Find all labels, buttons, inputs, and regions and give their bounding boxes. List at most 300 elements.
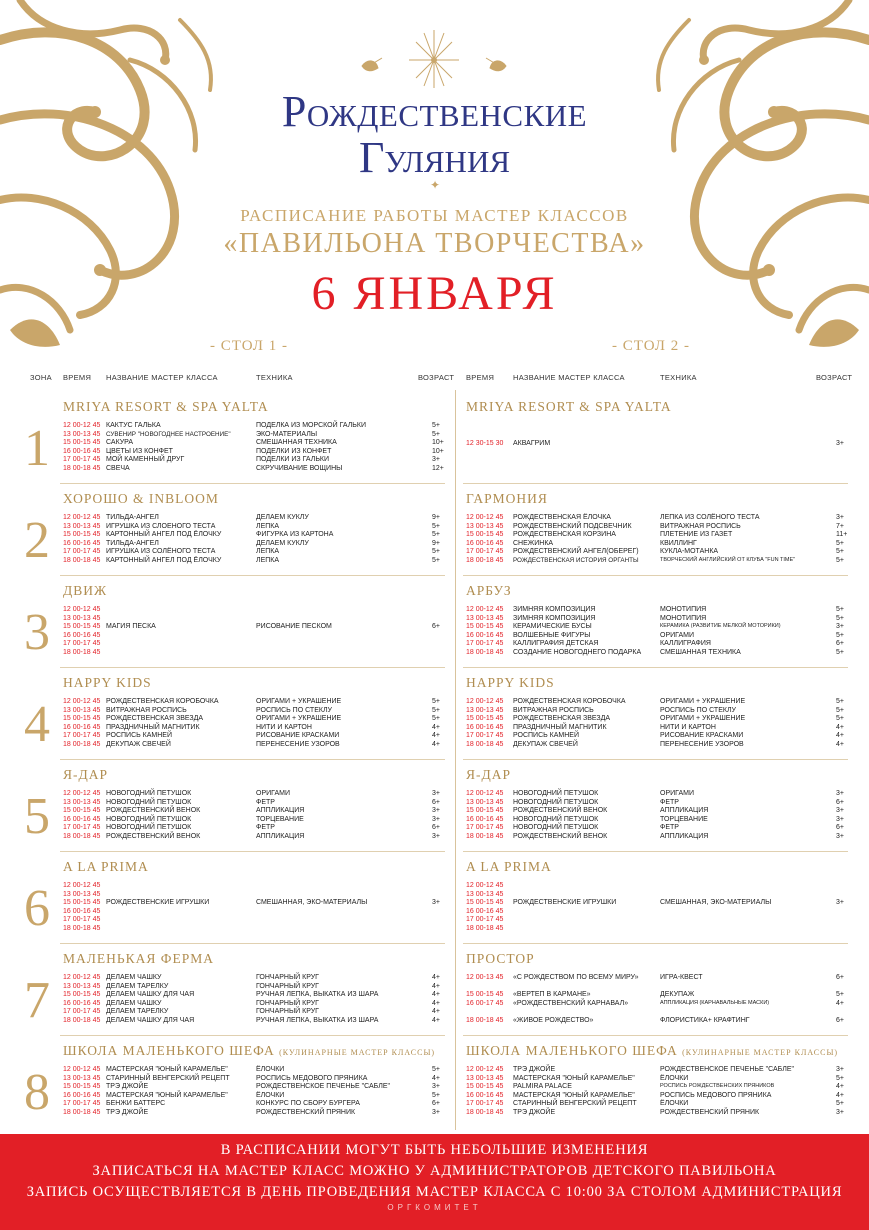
row-time: 12 00-13 45 [466, 974, 504, 981]
row-time: 18 00-18 45 [63, 649, 101, 656]
row-name: ВИТРАЖНАЯ РОСПИСЬ [106, 706, 187, 714]
row-time: 18 00-18 45 [466, 741, 504, 748]
row-tech: РОСПИСЬ ПО СТЕКЛУ [660, 706, 736, 714]
row-name: ПРАЗДНИЧНЫЙ МАГНИТИК [106, 723, 200, 731]
row-age: 3+ [432, 1083, 440, 1091]
sponsor-title [63, 399, 269, 415]
row-time: 16 00-16 45 [63, 723, 101, 731]
row-age: 5+ [836, 614, 844, 622]
row-name: РОЖДЕСТВЕНСКАЯ ЗВЕЗДА [513, 715, 611, 723]
row-name: ИГРУШКА ИЗ СОЛЁНОГО ТЕСТА [106, 548, 216, 556]
row-time: 15 00-15 45 [63, 899, 101, 907]
zone-divider [60, 1035, 445, 1036]
row-tech: КУКЛА-МОТАНКА [660, 548, 719, 556]
row-name: МОЙ КАМЕННЫЙ ДРУГ [106, 456, 185, 464]
row-time: 16 00-16 45 [466, 631, 504, 639]
row-time: 15 00-15 45 [466, 899, 504, 907]
zone-number: 3 [24, 604, 50, 661]
row-time: 16 00-16 45 [63, 815, 101, 823]
row-tech: ТОРЦЕВАНИЕ [660, 815, 708, 823]
row-time: 12 00-12 45 [63, 790, 101, 797]
sponsor-title [63, 583, 107, 599]
row-age: 5+ [836, 991, 844, 999]
sponsor-note: (КУЛИНАРНЫЕ МАСТЕР КЛАССЫ) [682, 1048, 839, 1057]
row-name: СОЗДАНИЕ НОВОГОДНЕГО ПОДАРКА [513, 649, 642, 656]
row-tech: АППЛИКАЦИЯ [660, 807, 709, 815]
row-time: 13 00-13 45 [63, 1074, 101, 1082]
sponsor-title [63, 491, 219, 507]
row-time: 17 00-17 45 [466, 548, 504, 556]
zone-number: 5 [24, 788, 50, 845]
schedule-row [63, 1016, 452, 1025]
row-name: ДЕЛАЕМ ТАРЕЛКУ [106, 982, 169, 990]
col-header-age-2: ВОЗРАСТ [816, 373, 853, 382]
row-age: 3+ [836, 899, 844, 907]
row-age: 3+ [836, 815, 844, 823]
row-time: 17 00-17 45 [63, 1008, 101, 1016]
row-tech: ДЕКУПАЖ [660, 991, 695, 999]
row-age: 5+ [432, 698, 440, 705]
schedule-row [466, 832, 856, 841]
row-time: 15 00-15 45 [466, 531, 504, 539]
row-time: 17 00-17 45 [63, 824, 101, 832]
row-time: 16 00-17 45 [466, 999, 504, 1007]
schedule-row [63, 464, 452, 473]
row-age: 7+ [836, 522, 844, 530]
row-time: 13 00-13 45 [466, 706, 504, 714]
row-name: ДЕЛАЕМ ЧАШКУ ДЛЯ ЧАЯ [106, 1017, 195, 1024]
row-tech: ЛЕПКА [256, 522, 280, 530]
row-name: ДЕЛАЕМ ЧАШКУ [106, 999, 162, 1007]
row-time: 12 00-12 45 [63, 882, 101, 889]
row-name: АКВАГРИМ [513, 440, 551, 447]
row-tech: АППЛИКАЦИЯ [256, 807, 305, 815]
row-age: 6+ [432, 798, 440, 806]
row-tech: АППЛИКАЦИЯ (КАРНАВАЛЬНЫЕ МАСКИ) [660, 999, 770, 1006]
row-age: 6+ [836, 974, 844, 981]
row-tech: ВИТРАЖНАЯ РОСПИСЬ [660, 522, 741, 530]
row-time: 12 00-12 45 [466, 514, 504, 521]
row-tech: ФЛОРИСТИКА+ КРАФТИНГ [660, 1017, 750, 1024]
row-name: ТРЭ ДЖОЙЕ [106, 1109, 149, 1116]
row-tech: ЭКО-МАТЕРИАЛЫ [256, 430, 318, 438]
row-age: 5+ [836, 706, 844, 714]
sponsor-title [63, 859, 149, 875]
schedule-row [466, 1108, 856, 1117]
row-age: 3+ [432, 899, 440, 907]
row-name: СВЕЧА [106, 465, 130, 472]
row-tech: МОНОТИПИЯ [660, 606, 707, 613]
row-time: 17 00-17 45 [63, 456, 101, 464]
row-tech: СМЕШАННАЯ ТЕХНИКА [660, 649, 741, 656]
row-name: ЗИМНЯЯ КОМПОЗИЦИЯ [513, 614, 596, 622]
row-age: 4+ [432, 723, 440, 731]
row-age: 4+ [432, 1074, 440, 1082]
row-age: 6+ [836, 824, 844, 832]
schedule-row [466, 740, 856, 749]
row-name: РОЖДЕСТВЕНСКАЯ ЁЛОЧКА [513, 514, 611, 521]
row-time: 15 00-15 45 [63, 807, 101, 815]
row-name: ТИЛЬДА-АНГЕЛ [106, 539, 159, 547]
row-name: КАКТУС ГАЛЬКА [106, 422, 161, 429]
row-age: 4+ [432, 1017, 440, 1024]
row-tech: ТОРЦЕВАНИЕ [256, 815, 304, 823]
row-tech: РИСОВАНИЕ КРАСКАМИ [256, 732, 340, 740]
row-tech: СМЕШАННАЯ ТЕХНИКА [256, 439, 337, 447]
schedule-row [63, 924, 452, 933]
row-name: РОСПИСЬ КАМНЕЙ [513, 732, 580, 740]
row-age: 4+ [836, 723, 844, 731]
row-tech: РИСОВАНИЕ КРАСКАМИ [660, 732, 744, 740]
row-age: 4+ [432, 741, 440, 748]
row-tech: ОРИГАМИ + УКРАШЕНИЕ [660, 715, 746, 723]
row-time: 17 00-17 45 [466, 732, 504, 740]
sponsor-name: MRIYA RESORT & SPA YALTA [466, 399, 672, 414]
col-header-time: ВРЕМЯ [63, 373, 92, 382]
sponsor-name: Я-ДАР [466, 767, 511, 782]
row-name: РОЖДЕСТВЕНСКАЯ ЗВЕЗДА [106, 715, 204, 723]
row-time: 13 00-13 45 [466, 890, 504, 898]
row-tech: РОСПИСЬ МЕДОВОГО ПРЯНИКА [660, 1091, 772, 1099]
row-time: 12 00-12 45 [63, 974, 101, 981]
table-1-title: - СТОЛ 1 - [210, 338, 288, 354]
row-age: 4+ [836, 1083, 844, 1091]
row-time: 12 00-12 45 [466, 698, 504, 705]
row-name: РОЖДЕСТВЕНСКАЯ КОРОБОЧКА [106, 698, 219, 705]
row-time: 18 00-18 45 [466, 557, 504, 564]
row-time: 12 00-12 45 [63, 1066, 101, 1073]
row-time: 16 00-16 45 [63, 631, 101, 639]
row-tech: ПЕРЕНЕСЕНИЕ УЗОРОВ [256, 741, 340, 748]
row-time: 12 00-12 45 [63, 698, 101, 705]
row-age: 6+ [836, 640, 844, 648]
row-time: 17 00-17 45 [63, 640, 101, 648]
row-time: 15 00-15 45 [466, 715, 504, 723]
sponsor-name: ПРОСТОР [466, 951, 535, 966]
zone-divider [463, 667, 848, 668]
row-time: 17 00-17 45 [63, 548, 101, 556]
row-age: 3+ [432, 833, 440, 840]
row-name: КАРТОННЫЙ АНГЕЛ ПОД ЁЛОЧКУ [106, 531, 222, 539]
row-name: ТИЛЬДА-АНГЕЛ [106, 514, 159, 521]
row-name: НОВОГОДНИЙ ПЕТУШОК [106, 824, 192, 832]
row-time: 16 00-16 45 [466, 815, 504, 823]
row-time: 12 00-12 45 [63, 606, 101, 613]
col-header-zone: ЗОНА [30, 373, 52, 382]
row-time: 18 00-18 45 [63, 1109, 101, 1116]
row-tech: ФЕТР [256, 798, 275, 806]
zone-number: 6 [24, 880, 50, 937]
row-age: 5+ [432, 548, 440, 556]
row-age: 6+ [432, 623, 440, 631]
row-name: БЕНЖИ БАТТЕРС [106, 1100, 166, 1108]
sponsor-title [63, 675, 152, 691]
row-name: КАЛЛИГРАФИЯ ДЕТСКАЯ [513, 640, 599, 648]
sponsor-name: ШКОЛА МАЛЕНЬКОГО ШЕФА [63, 1043, 275, 1058]
row-name: ДЕЛАЕМ ЧАШКУ [106, 974, 162, 981]
row-time: 13 00-13 45 [466, 798, 504, 806]
row-tech: ДЕЛАЕМ КУКЛУ [256, 514, 309, 521]
sponsor-title [466, 767, 511, 783]
sponsor-name: ДВИЖ [63, 583, 108, 598]
row-age: 3+ [836, 833, 844, 840]
row-time: 13 00-13 45 [63, 614, 101, 622]
sponsor-title [466, 675, 555, 691]
row-age: 6+ [432, 1100, 440, 1108]
row-tech: ГОНЧАРНЫЙ КРУГ [256, 999, 319, 1007]
schedule-row [466, 1016, 856, 1025]
row-tech: ОРИГАМИ [660, 790, 694, 797]
row-time: 12 00-12 45 [466, 606, 504, 613]
schedule-row [466, 439, 856, 448]
row-time: 16 00-16 45 [466, 1091, 504, 1099]
row-name: РОСПИСЬ КАМНЕЙ [106, 732, 173, 740]
row-age: 3+ [432, 815, 440, 823]
row-age: 5+ [432, 1066, 440, 1073]
sponsor-title [63, 767, 108, 783]
row-age: 4+ [432, 732, 440, 740]
row-time: 12 00-12 45 [466, 790, 504, 797]
row-tech: РОСПИСЬ РОЖДЕСТВЕНСКИХ ПРЯНИКОВ [660, 1083, 775, 1090]
row-name: «РОЖДЕСТВЕНСКИЙ КАРНАВАЛ» [513, 999, 629, 1007]
row-name: КЕРАМИЧЕСКИЕ БУСЫ [513, 623, 592, 631]
row-time: 15 00-15 45 [63, 715, 101, 723]
row-time: 16 00-16 45 [466, 539, 504, 547]
row-time: 17 00-17 45 [63, 1100, 101, 1108]
row-tech: ЁЛОЧКИ [256, 1066, 285, 1073]
row-name: НОВОГОДНИЙ ПЕТУШОК [106, 815, 192, 823]
zone-divider [60, 483, 445, 484]
row-time: 18 00-18 45 [63, 741, 101, 748]
row-name: ПРАЗДНИЧНЫЙ МАГНИТИК [513, 723, 607, 731]
row-tech: КЕРАМИКА (РАЗВИТИЕ МЕЛКОЙ МОТОРИКИ) [660, 623, 781, 630]
row-time: 12 00-12 45 [63, 514, 101, 521]
row-tech: ПЛЕТЕНИЕ ИЗ ГАЗЕТ [660, 531, 733, 539]
row-age: 3+ [836, 1066, 844, 1073]
zone-number: 4 [24, 696, 50, 753]
row-tech: АППЛИКАЦИЯ [660, 833, 709, 840]
row-time: 18 00-18 45 [466, 1109, 504, 1116]
row-age: 4+ [836, 1091, 844, 1099]
row-tech: РОЖДЕСТВЕНСКОЕ ПЕЧЕНЬЕ "САБЛЕ" [660, 1066, 794, 1073]
row-time: 12 30-15 30 [466, 440, 504, 447]
row-name: ДЕКУПАЖ СВЕЧЕЙ [106, 741, 171, 748]
row-name: ТРЭ ДЖОЙЕ [106, 1083, 149, 1091]
row-age: 3+ [836, 1109, 844, 1116]
zone-divider [60, 575, 445, 576]
row-name: ДЕКУПАЖ СВЕЧЕЙ [513, 741, 578, 748]
row-tech: РОСПИСЬ МЕДОВОГО ПРЯНИКА [256, 1074, 368, 1082]
sponsor-name: МАЛЕНЬКАЯ ФЕРМА [63, 951, 214, 966]
row-name: ТРЭ ДЖОЙЕ [513, 1109, 556, 1116]
sponsor-title [466, 859, 552, 875]
row-name: ИГРУШКА ИЗ СЛОЕНОГО ТЕСТА [106, 522, 216, 530]
col-header-name-2: НАЗВАНИЕ МАСТЕР КЛАССА [513, 373, 625, 382]
row-name: «С РОЖДЕСТВОМ ПО ВСЕМУ МИРУ» [513, 974, 639, 981]
row-name: РОЖДЕСТВЕНСКИЙ АНГЕЛ(ОБЕРЕГ) [513, 548, 639, 556]
row-time: 18 00-18 45 [466, 1017, 504, 1024]
row-age: 5+ [432, 522, 440, 530]
row-name: МАГИЯ ПЕСКА [106, 623, 156, 631]
row-time: 15 00-15 45 [466, 991, 504, 999]
row-time: 13 00-13 45 [63, 982, 101, 990]
sponsor-title [466, 951, 535, 967]
sponsor-name: Я-ДАР [63, 767, 108, 782]
row-time: 15 00-15 45 [63, 991, 101, 999]
row-age: 5+ [432, 531, 440, 539]
row-time: 17 00-17 45 [63, 916, 101, 924]
row-tech: ПЕРЕНЕСЕНИЕ УЗОРОВ [660, 741, 744, 748]
row-name: КАРТОННЫЙ АНГЕЛ ПОД ЁЛОЧКУ [106, 557, 222, 564]
row-time: 16 00-16 45 [63, 1091, 101, 1099]
row-tech: ФИГУРКА ИЗ КАРТОНА [256, 531, 334, 539]
row-age: 6+ [432, 824, 440, 832]
col-header-tech: ТЕХНИКА [256, 373, 293, 382]
row-tech: РИСОВАНИЕ ПЕСКОМ [256, 623, 332, 631]
row-age: 3+ [432, 1109, 440, 1116]
subtitle-line-2: «ПАВИЛЬОНА ТВОРЧЕСТВА» [223, 228, 646, 259]
sponsor-title [63, 1043, 435, 1059]
row-age: 5+ [432, 422, 440, 429]
col-header-age: ВОЗРАСТ [418, 373, 455, 382]
row-tech: РОЖДЕСТВЕНСКИЙ ПРЯНИК [256, 1109, 356, 1116]
row-name: НОВОГОДНИЙ ПЕТУШОК [106, 790, 192, 797]
row-name: НОВОГОДНИЙ ПЕТУШОК [513, 790, 599, 797]
zone-number: 2 [24, 512, 50, 569]
row-name: РОЖДЕСТВЕНСКИЙ ВЕНОК [106, 807, 201, 815]
row-tech: ТВОРЧЕСКИЙ АНГЛИЙСКИЙ ОТ КЛУБА "FUN TIME" [660, 557, 796, 563]
row-time: 16 00-16 45 [63, 447, 101, 455]
row-tech: ОРИГАМИ [256, 790, 290, 797]
row-tech: СМЕШАННАЯ, ЭКО-МАТЕРИАЛЫ [256, 899, 368, 907]
row-age: 5+ [432, 706, 440, 714]
zone-divider [60, 759, 445, 760]
row-age: 5+ [432, 715, 440, 723]
organizer-label: ОРГКОМИТЕТ [387, 1203, 482, 1212]
row-tech: ГОНЧАРНЫЙ КРУГ [256, 1008, 319, 1016]
row-time: 15 00-15 45 [466, 623, 504, 631]
row-time: 18 00-18 45 [466, 649, 504, 656]
sponsor-title [466, 1043, 838, 1059]
col-header-time-2: ВРЕМЯ [466, 373, 495, 382]
footer-banner [0, 1134, 869, 1230]
row-tech: ЛЕПКА ИЗ СОЛЁНОГО ТЕСТА [660, 514, 760, 521]
row-age: 12+ [432, 465, 444, 472]
row-time: 15 00-15 45 [63, 623, 101, 631]
row-name: PALMIRA PALACE [513, 1083, 572, 1091]
schedule-row [466, 924, 856, 933]
row-name: РОЖДЕСТВЕНСКАЯ КОРЗИНА [513, 531, 616, 539]
row-name: НОВОГОДНИЙ ПЕТУШОК [513, 824, 599, 832]
row-age: 5+ [836, 1074, 844, 1082]
col-header-name: НАЗВАНИЕ МАСТЕР КЛАССА [106, 373, 218, 382]
row-time: 17 00-17 45 [63, 732, 101, 740]
row-tech: ОРИГАМИ + УКРАШЕНИЕ [256, 715, 342, 723]
row-name: «ВЕРТЕП В КАРМАНЕ» [513, 991, 591, 999]
sponsor-name: HAPPY KIDS [63, 675, 152, 690]
sponsor-name: HAPPY KIDS [466, 675, 555, 690]
row-name: МАСТЕРСКАЯ "ЮНЫЙ КАРАМЕЛЬЕ" [106, 1066, 228, 1073]
row-tech: ОРИГАМИ [660, 631, 694, 639]
row-age: 5+ [836, 715, 844, 723]
col-header-tech-2: ТЕХНИКА [660, 373, 697, 382]
row-age: 4+ [432, 974, 440, 981]
row-age: 4+ [432, 1008, 440, 1016]
row-tech: МОНОТИПИЯ [660, 614, 707, 622]
row-age: 4+ [836, 999, 844, 1007]
row-tech: РУЧНАЯ ЛЕПКА, ВЫКАТКА ИЗ ШАРА [256, 1017, 379, 1024]
row-name: РОЖДЕСТВЕНСКИЙ ВЕНОК [106, 833, 201, 840]
sponsor-note: (КУЛИНАРНЫЕ МАСТЕР КЛАССЫ) [279, 1048, 436, 1057]
row-age: 6+ [836, 798, 844, 806]
row-age: 4+ [836, 741, 844, 748]
row-time: 16 00-16 45 [63, 539, 101, 547]
row-tech: ПОДЕЛКИ ИЗ ГАЛЬКИ [256, 456, 330, 464]
row-age: 5+ [432, 557, 440, 564]
row-name: НОВОГОДНИЙ ПЕТУШОК [106, 798, 192, 806]
row-time: 16 00-16 45 [63, 999, 101, 1007]
row-name: РОЖДЕСТВЕНСКИЙ ВЕНОК [513, 833, 608, 840]
row-age: 3+ [836, 790, 844, 797]
sponsor-title [466, 399, 672, 415]
row-tech: ОРИГАМИ + УКРАШЕНИЕ [256, 698, 342, 705]
row-time: 15 00-15 45 [466, 1083, 504, 1091]
row-age: 5+ [836, 631, 844, 639]
row-name: СУВЕНИР "НОВОГОДНЕЕ НАСТРОЕНИЕ" [106, 430, 231, 438]
row-time: 18 00-18 45 [466, 833, 504, 840]
row-tech: ИГРА-КВЕСТ [660, 974, 703, 981]
row-age: 3+ [432, 456, 440, 464]
row-tech: ЛЕПКА [256, 557, 280, 564]
row-tech: ФЕТР [256, 824, 275, 832]
sponsor-title [466, 491, 548, 507]
row-time: 12 00-12 45 [466, 882, 504, 889]
row-age: 9+ [432, 539, 440, 547]
row-age: 5+ [836, 649, 844, 656]
row-tech: ГОНЧАРНЫЙ КРУГ [256, 982, 319, 990]
row-age: 5+ [836, 548, 844, 556]
row-tech: РУЧНАЯ ЛЕПКА, ВЫКАТКА ИЗ ШАРА [256, 991, 379, 999]
row-tech: ЁЛОЧКИ [660, 1074, 689, 1082]
row-name: РОЖДЕСТВЕНСКИЙ ПОДСВЕЧНИК [513, 522, 632, 530]
row-age: 11+ [836, 531, 848, 539]
row-name: НОВОГОДНИЙ ПЕТУШОК [513, 815, 599, 823]
row-tech: ЁЛОЧКИ [256, 1091, 285, 1099]
zone-divider [60, 667, 445, 668]
row-time: 12 00-12 45 [63, 422, 101, 429]
row-age: 3+ [836, 440, 844, 447]
row-time: 13 00-13 45 [466, 1074, 504, 1082]
row-time: 17 00-17 45 [466, 916, 504, 924]
row-age: 5+ [836, 557, 844, 564]
row-age: 3+ [432, 790, 440, 797]
row-tech: НИТИ И КАРТОН [256, 723, 312, 731]
row-time: 15 00-15 45 [466, 807, 504, 815]
zone-divider [463, 943, 848, 944]
row-time: 15 00-15 45 [63, 531, 101, 539]
row-time: 17 00-17 45 [466, 1100, 504, 1108]
row-tech: ФЕТР [660, 798, 679, 806]
row-tech: НИТИ И КАРТОН [660, 723, 716, 731]
row-time: 18 00-18 45 [63, 925, 101, 932]
row-name: ДЕЛАЕМ ТАРЕЛКУ [106, 1008, 169, 1016]
row-tech: РОЖДЕСТВЕНСКОЕ ПЕЧЕНЬЕ "САБЛЕ" [256, 1083, 390, 1091]
sponsor-name: АРБУЗ [466, 583, 512, 598]
row-time: 16 00-16 45 [63, 907, 101, 915]
row-name: РОЖДЕСТВЕНСКИЙ ВЕНОК [513, 807, 608, 815]
row-age: 6+ [836, 1017, 844, 1024]
row-tech: ЁЛОЧКИ [660, 1100, 689, 1108]
